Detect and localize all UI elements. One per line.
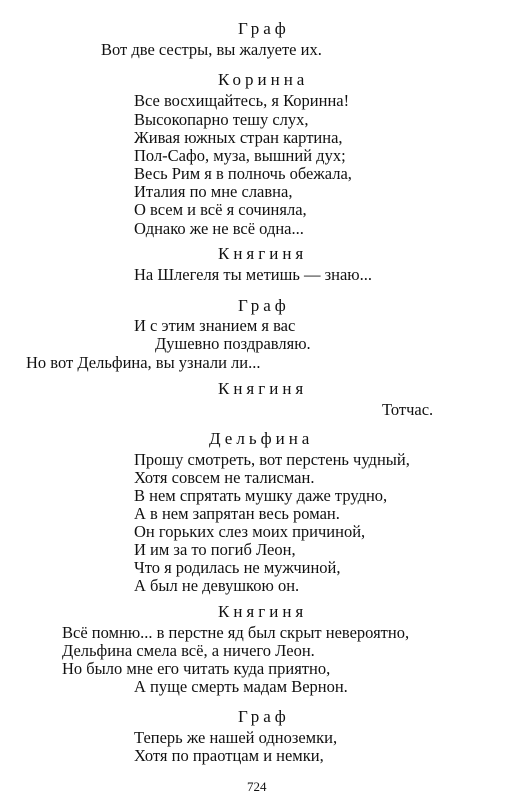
verse-line: Вот две сестры, вы жалуете их. — [101, 40, 322, 59]
verse-line: Все восхищайтесь, я Коринна! — [134, 91, 350, 110]
verse-line: Теперь же нашей одноземки, — [134, 728, 338, 747]
verse-line: На Шлегеля ты метишь — знаю... — [134, 265, 372, 284]
verse-line: А был не девушкою он. — [134, 576, 300, 595]
verse-line: Всё помню... в перстне яд был скрыт невероятно, — [62, 623, 410, 642]
verse-line: Что я родилась не мужчиной, — [134, 558, 341, 577]
verse-line: И им за то погиб Леон, — [134, 540, 296, 559]
verse-line: Но было мне его читать куда приятно, — [62, 659, 331, 678]
verse-line: Живая южных стран картина, — [134, 128, 343, 147]
verse-line: А пуще смерть мадам Вернон. — [134, 677, 348, 696]
verse-line: Хотя совсем не талисман. — [134, 468, 315, 487]
verse-line: Душевно поздравляю. — [155, 334, 311, 353]
verse-line: Он горьких слез моих причиной, — [134, 522, 366, 541]
verse-line: Однако же не всё одна... — [134, 219, 304, 238]
verse-line: Хотя по праотцам и немки, — [134, 746, 324, 765]
verse-line: Весь Рим я в полночь обежала, — [134, 164, 352, 183]
verse-line: И с этим знанием я вас — [134, 316, 296, 335]
verse-line: В нем спрятать мушку даже трудно, — [134, 486, 388, 505]
verse-line: Италия по мне славна, — [134, 182, 293, 201]
verse-line: Прошу смотреть, вот перстень чудный, — [134, 450, 410, 469]
verse-line: Пол-Сафо, муза, вышний дух; — [134, 146, 346, 165]
speaker-name: Граф — [238, 707, 290, 726]
speaker-name: Граф — [238, 296, 290, 315]
verse-line: Тотчас. — [382, 400, 434, 419]
speaker-name: Граф — [238, 19, 290, 38]
verse-line: О всем и всё я сочиняла, — [134, 200, 307, 219]
verse-line: А в нем запрятан весь роман. — [134, 504, 340, 523]
speaker-name: Дельфина — [209, 429, 314, 448]
verse-line: Дельфина смела всё, а ничего Леон. — [62, 641, 315, 660]
page-number: 724 — [247, 779, 267, 794]
speaker-name: Княгиня — [218, 244, 308, 263]
speaker-name: Княгиня — [218, 602, 308, 621]
speaker-name: Княгиня — [218, 379, 308, 398]
verse-line: Высокопарно тешу слух, — [134, 110, 309, 129]
speaker-name: Коринна — [218, 70, 309, 89]
verse-line: Но вот Дельфина, вы узнали ли... — [26, 353, 261, 372]
